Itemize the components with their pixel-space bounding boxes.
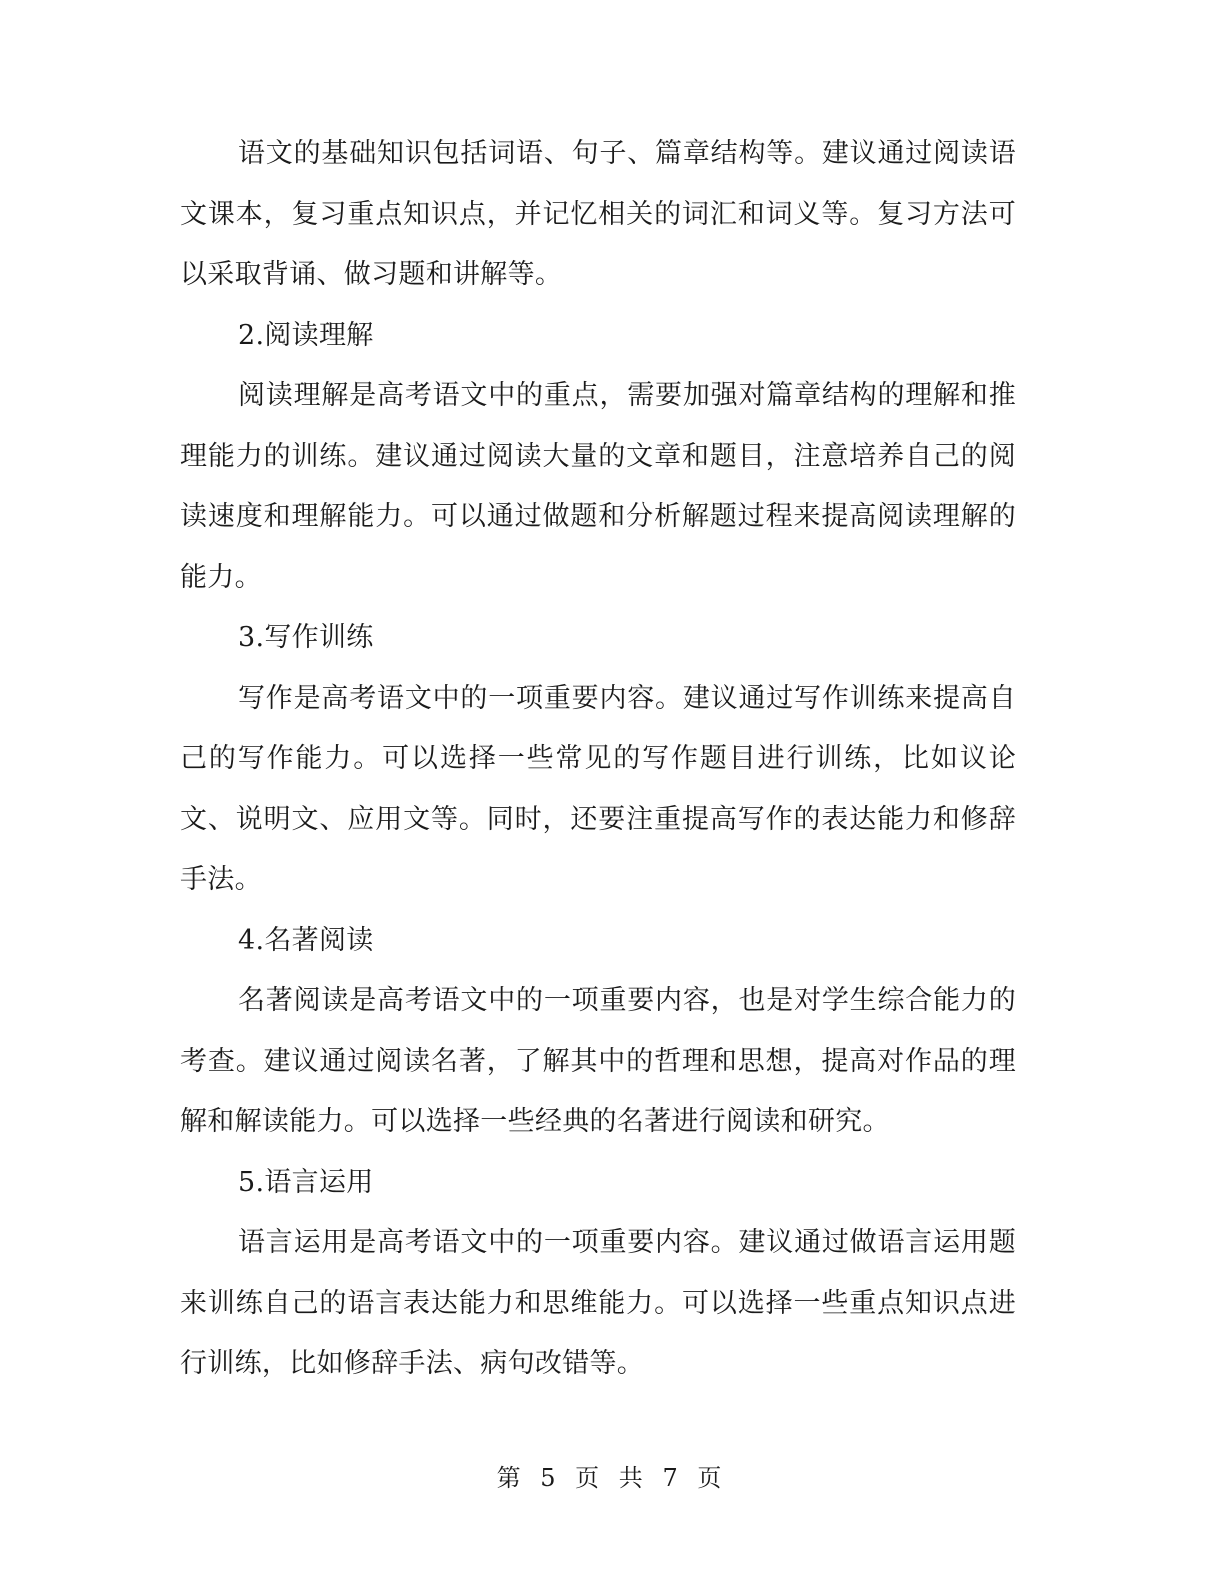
page-number-footer: 第 5 页 共 7 页 xyxy=(496,1464,728,1492)
document-body xyxy=(180,124,1016,1395)
paragraph-writing-training: 写作是高考语文中的一项重要内容。建议通过写作训练来提高自己的写作能力。可以选择一些常见的写作题目进行训练，比如议论文、说明文、应用文等。同时，还要注重提高写作的表达能力和修辞手法。 xyxy=(180,682,1016,895)
paragraph-language-use: 语言运用是高考语文中的一项重要内容。建议通过做语言运用题来训练自己的语言表达能力和思维能力。可以选择一些重点知识点进行训练，比如修辞手法、病句改错等。 xyxy=(180,1227,1016,1379)
heading-reading-comprehension: 2.阅读理解 xyxy=(238,319,374,351)
paragraph-basic-knowledge: 语文的基础知识包括词语、句子、篇章结构等。建议通过阅读语文课本，复习重点知识点，并记忆相关的词汇和词义等。复习方法可以采取背诵、做习题和讲解等。 xyxy=(180,138,1016,290)
heading-classic-reading: 4.名著阅读 xyxy=(238,924,374,956)
paragraph-reading-comprehension: 阅读理解是高考语文中的重点，需要加强对篇章结构的理解和推理能力的训练。建议通过阅读大量的文章和题目，注意培养自己的阅读速度和理解能力。可以通过做题和分析解题过程来提高阅读理解的能力。 xyxy=(180,380,1016,593)
paragraph-classic-reading: 名著阅读是高考语文中的一项重要内容，也是对学生综合能力的考查。建议通过阅读名著，了解其中的哲理和思想，提高对作品的理解和解读能力。可以选择一些经典的名著进行阅读和研究。 xyxy=(180,985,1016,1137)
heading-language-use: 5.语言运用 xyxy=(238,1166,374,1198)
heading-writing-training: 3.写作训练 xyxy=(238,622,374,653)
